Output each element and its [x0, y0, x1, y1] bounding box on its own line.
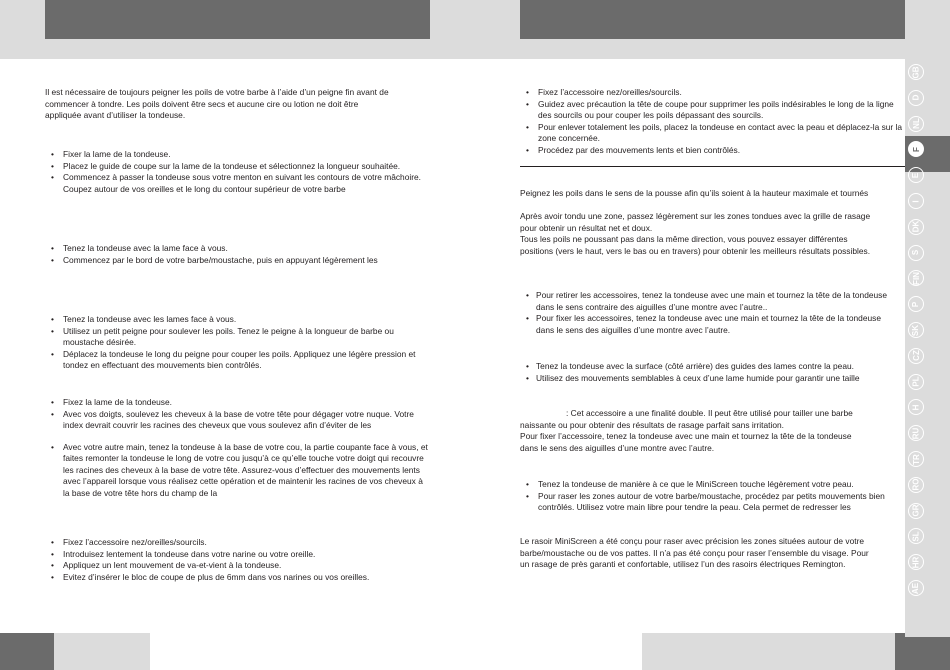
- right-footer-dark: [895, 633, 950, 670]
- language-tab-label: PL: [911, 376, 921, 387]
- list-item: • Guidez avec précaution la tête de coupe pour supprimer les poils indésirables le long de la ligne des sourcils ou pour couper les poils dépassant des sourcils.: [520, 99, 905, 122]
- tips-text: Peignez les poils dans le sens de la pousse afin qu’ils soient à la hauteur maximale et tournés: [520, 188, 869, 198]
- language-tab-ro[interactable]: [908, 477, 924, 493]
- language-tab-tr[interactable]: [908, 451, 924, 467]
- language-tab-gb[interactable]: [908, 64, 924, 80]
- language-tab-label: SL: [911, 531, 921, 542]
- tips-line: positions (vers le haut, vers le bas ou en travers) pour obtenir les meilleurs résultats possibles.: [520, 245, 871, 256]
- tips-line: [520, 188, 905, 200]
- list-item: • Introduisez lentement la tondeuse dans votre narine ou votre oreille.: [45, 549, 430, 561]
- language-tab-label: HR: [911, 556, 921, 568]
- closing-line: barbe/moustache ou de vos pattes. Il n’a pas été conçu pour raser l’ensemble du visage. Pour: [520, 547, 869, 558]
- accessory-line: : Cet accessoire a une finalité double. Il peut être utilisé pour tailler une barbe: [566, 408, 853, 418]
- left-intro: [45, 87, 430, 122]
- right-header-bar: [520, 0, 905, 39]
- list-item: • Pour retirer les accessoires, tenez la tondeuse avec une main et tournez la tête de la tondeuse dans le sens contraire des aiguilles d’une montre avec l’autre..: [520, 290, 890, 313]
- list-item: • Utilisez un petit peigne pour soulever les poils. Tenez le peigne à la longueur de barbe ou moustache désirée.: [45, 326, 430, 349]
- language-tab-nl[interactable]: [908, 116, 924, 132]
- list-item: • Avec votre autre main, tenez la tondeuse à la base de votre cou, la partie coupante face à vous, et faites remonter la tondeuse le long de votre cou jusqu’à ce qu’elle touche votre doigt qui recouvre les racines des cheveux à la base de votre tête. Assurez-vous d’effectuer des mouvements lents avec l’appareil lorsque vous réalisez cette opération et de maintenir les racines de vos cheveux à la base de votre tête hors du champ de la: [45, 442, 430, 500]
- tips-line: Tous les poils ne poussant pas dans la même direction, vous pouvez essayer différentes: [520, 234, 848, 244]
- right-section-1: [520, 87, 905, 156]
- accessory-line: dans le sens des aiguilles d’une montre avec l’autre.: [520, 442, 715, 453]
- language-tab-label: CZ: [911, 350, 921, 362]
- list-item: • Avec vos doigts, soulevez les cheveux à la base de votre tête pour dégager votre nuque. Votre index devrait couvrir les racines des cheveux que vous soulevez afin d’éviter de les: [45, 409, 430, 432]
- list-item: • Pour raser les zones autour de votre barbe/moustache, procédez par petits mouvements bien contrôlés. Utilisez votre main libre pour tendre la peau. Cela permet de redresser les: [520, 491, 905, 514]
- right-section-3: [520, 361, 905, 384]
- list-item: • Commencez à passer la tondeuse sous votre menton en suivant les contours de votre mâchoire. Coupez autour de vos oreilles et le long du contour supérieur de votre barbe: [45, 172, 430, 195]
- language-tab-label: RO: [911, 478, 921, 491]
- left-footer-light: [54, 633, 150, 670]
- right-section-4: [520, 479, 905, 514]
- language-tab-label: S: [911, 249, 921, 256]
- intro-line: Il est nécessaire de toujours peigner les poils de votre barbe à l’aide d’un peigne fin avant de: [45, 87, 389, 97]
- list-item: • Evitez d’insérer le bloc de coupe de plus de 6mm dans vos narines ou vos oreilles.: [45, 572, 430, 584]
- language-tab-label: P: [911, 301, 921, 307]
- list-item: • Fixer la lame de la tondeuse.: [45, 149, 430, 161]
- left-header-bar: [45, 0, 430, 39]
- left-section-3: [45, 314, 430, 372]
- language-tab-label: E: [911, 172, 921, 178]
- language-tab-ae[interactable]: [908, 580, 924, 596]
- right-footer-light: [642, 633, 895, 670]
- list-item: • Déplacez la tondeuse le long du peigne pour couper les poils. Appliquez une légère pression et tondez en effectuant des mouvements bien contrôlés.: [45, 349, 430, 372]
- language-tab-label: AE: [911, 582, 921, 594]
- language-tab-i[interactable]: [908, 193, 924, 209]
- language-tab-label: I: [911, 199, 921, 203]
- left-section-5: [45, 537, 430, 583]
- language-tab-d[interactable]: [908, 90, 924, 106]
- accessory-line: naissante ou pour obtenir des résultats de rasage parfait sans irritation.: [520, 419, 784, 430]
- language-tab-sk[interactable]: [908, 322, 924, 338]
- language-tab-label: GB: [911, 66, 921, 78]
- accessory-line: Pour fixer l’accessoire, tenez la tondeuse avec une main et tournez la tête de la tondeuse: [520, 431, 852, 441]
- list-item: • Commencez par le bord de votre barbe/moustache, puis en appuyant légèrement les: [45, 255, 430, 267]
- language-tab-label: F: [911, 146, 921, 152]
- language-tab-label: SK: [911, 324, 921, 336]
- closing-line: un rasage de près garanti et confortable, utilisez l’un des rasoirs électriques Remington.: [520, 559, 846, 569]
- language-tab-pl[interactable]: [908, 374, 924, 390]
- intro-line: commencer à tondre. Les poils doivent être secs et aucune cire ou lotion ne doit être: [45, 98, 359, 109]
- list-item: • Fixez la lame de la tondeuse.: [45, 397, 430, 409]
- closing-line: Le rasoir MiniScreen a été conçu pour raser avec précision les zones situées autour de votre: [520, 536, 865, 546]
- list-item: • Tenez la tondeuse avec la lame face à vous.: [45, 243, 430, 255]
- list-item: • Fixez l’accessoire nez/oreilles/sourcils.: [520, 87, 905, 99]
- language-tab-label: DK: [911, 221, 921, 233]
- language-tab-label: D: [911, 94, 921, 101]
- list-item: • Utilisez des mouvements semblables à ceux d’une lame humide pour garantir une taille: [520, 373, 905, 385]
- list-item: • Placez le guide de coupe sur la lame de la tondeuse et sélectionnez la longueur souhaitée.: [45, 161, 430, 173]
- intro-line: appliquée avant d’utiliser la tondeuse.: [45, 110, 186, 120]
- left-section-4: [45, 397, 430, 499]
- right-section-2: [520, 290, 890, 336]
- language-tab-label: TR: [911, 453, 921, 465]
- left-section-2: [45, 243, 430, 266]
- language-tab-label: NL: [911, 118, 921, 129]
- list-item: • Pour enlever totalement les poils, placez la tondeuse en contact avec la peau et déplacez-la sur la zone concernée.: [520, 122, 905, 145]
- closing-paragraph: [520, 536, 905, 571]
- tips-paragraph: [520, 211, 905, 257]
- language-tab-label: RU: [911, 427, 921, 439]
- divider: [520, 166, 905, 167]
- language-tab-label: GR: [911, 504, 921, 517]
- left-section-1: [45, 149, 430, 195]
- language-tab-label: H: [911, 404, 921, 411]
- language-tab-gr[interactable]: [908, 503, 924, 519]
- language-tab-cz[interactable]: [908, 348, 924, 364]
- list-item: • Tenez la tondeuse de manière à ce que le MiniScreen touche légèrement votre peau.: [520, 479, 905, 491]
- tips-line: pour obtenir un résultat net et doux.: [520, 222, 653, 233]
- tips-line: Après avoir tondu une zone, passez légèrement sur les zones tondues avec la grille de rasage: [520, 211, 871, 221]
- list-item: • Procédez par des mouvements lents et bien contrôlés.: [520, 145, 905, 157]
- left-footer-dark: [0, 633, 54, 670]
- list-item: • Appliquez un lent mouvement de va-et-vient à la tondeuse.: [45, 560, 430, 572]
- list-item: • Pour fixer les accessoires, tenez la tondeuse avec une main et tournez la tête de la tondeuse dans le sens des aiguilles d’une montre avec l’autre.: [520, 313, 890, 336]
- list-item: • Tenez la tondeuse avec la surface (côté arrière) des guides des lames contre la peau.: [520, 361, 905, 373]
- list-item: • Tenez la tondeuse avec les lames face à vous.: [45, 314, 430, 326]
- list-item: • Fixez l’accessoire nez/oreilles/sourcils.: [45, 537, 430, 549]
- language-tab-label: FIN: [911, 271, 921, 285]
- language-tab-dk[interactable]: [908, 219, 924, 235]
- language-tab-s[interactable]: [908, 245, 924, 261]
- accessory-paragraph: [520, 408, 905, 454]
